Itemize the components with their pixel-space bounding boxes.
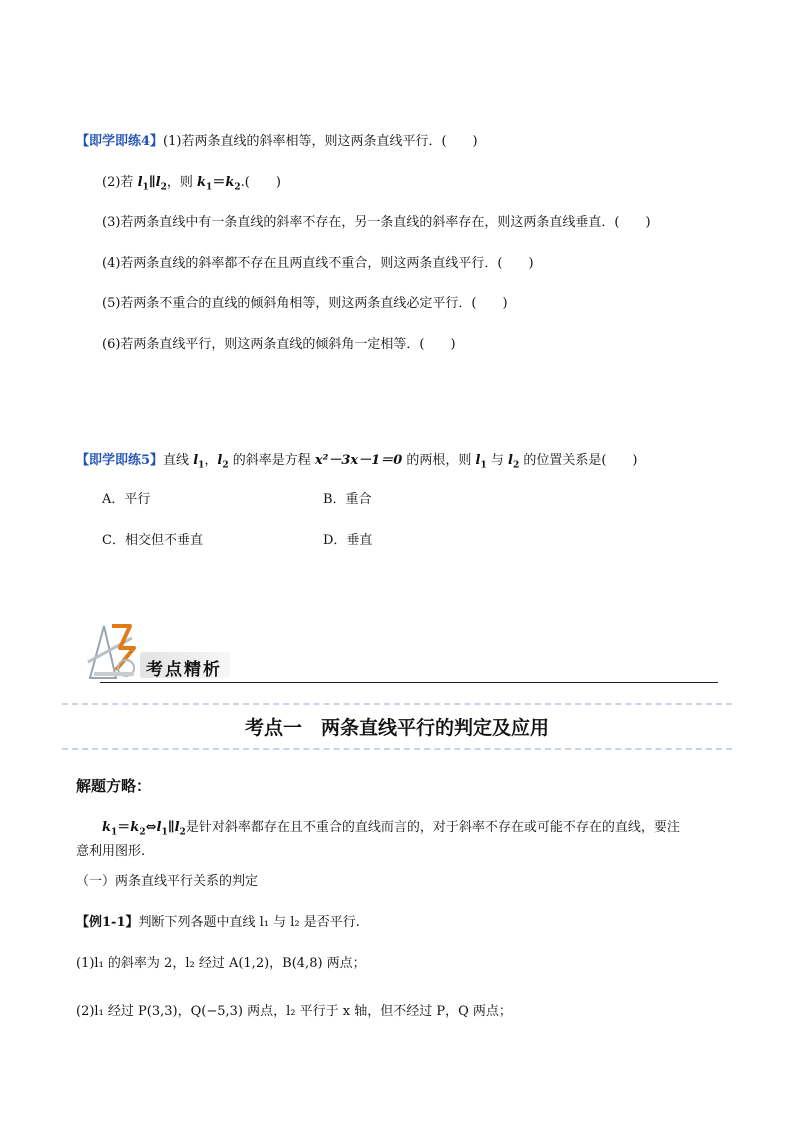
practice4-line1 xyxy=(76,133,478,151)
example-q2: (2)l₁ 经过 P(3,3)，Q(−5,3) 两点，l₂ 平行于 x 轴，但不经过 P，Q 两点； xyxy=(76,1004,512,1019)
practice4-item2: (2)若 $l_1\parallel l_2$，则 $k_1=k_2$.( ) xyxy=(102,175,281,193)
practice4-item1: (1)若两条直线的斜率相等，则这两条直线平行．( ) xyxy=(163,134,478,149)
option-c: C．相交但不垂直 xyxy=(102,533,203,548)
equation: x²－3x－1＝0 xyxy=(314,453,403,468)
section-title: 考点一 两条直线平行的判定及应用 xyxy=(244,717,549,739)
option-a: A．平行 xyxy=(102,492,151,507)
strategy-label: 解题方略： xyxy=(76,777,152,795)
practice5-question: 【即学即练5】直线 $l_1$，$l_2$ 的斜率是方程 x²－3x－1＝0 的两根，则 $l_1$ 与 $l_2$ 的位置关系是( ) xyxy=(76,453,638,471)
strategy-line2: 意利用图形. xyxy=(76,844,146,859)
example-line xyxy=(76,914,360,932)
section-badge: 考点精析 xyxy=(146,660,222,680)
example-tag: 【例1-1】 xyxy=(76,915,139,930)
practice4-tag: 【即学即练4】 xyxy=(76,134,164,149)
option-d: D．垂直 xyxy=(323,533,373,548)
dashed-divider-bottom xyxy=(62,748,732,750)
drafting-tools-icon xyxy=(86,618,140,684)
practice4-item3: (3)若两条直线中有一条直线的斜率不存在，另一条直线的斜率存在，则这两条直线垂直．( ) xyxy=(102,215,651,230)
strategy-line1: $k_1=k_2\Leftrightarrow l_1\parallel l_2$是针对斜率都存在且不重合的直线而言的，对于斜率不存在或可能不存在的直线，要注 xyxy=(102,820,680,838)
option-b: B．重合 xyxy=(323,492,372,507)
section-underline xyxy=(100,682,718,683)
practice4-item5: (5)若两条不重合的直线的倾斜角相等，则这两条直线必定平行．( ) xyxy=(102,296,508,311)
dashed-divider-top xyxy=(62,703,732,705)
practice4-item4: (4)若两条直线的斜率都不存在且两直线不重合，则这两条直线平行．( ) xyxy=(102,256,534,271)
example-q1: (1)l₁ 的斜率为 2，l₂ 经过 A(1,2)，B(4,8) 两点； xyxy=(76,956,366,971)
sub-heading: （一）两条直线平行关系的判定 xyxy=(76,874,259,889)
practice5-tag: 【即学即练5】 xyxy=(76,453,164,468)
example-text: 判断下列各题中直线 l₁ 与 l₂ 是否平行. xyxy=(138,915,360,930)
practice4-item6: (6)若两条直线平行，则这两条直线的倾斜角一定相等．( ) xyxy=(102,337,456,352)
